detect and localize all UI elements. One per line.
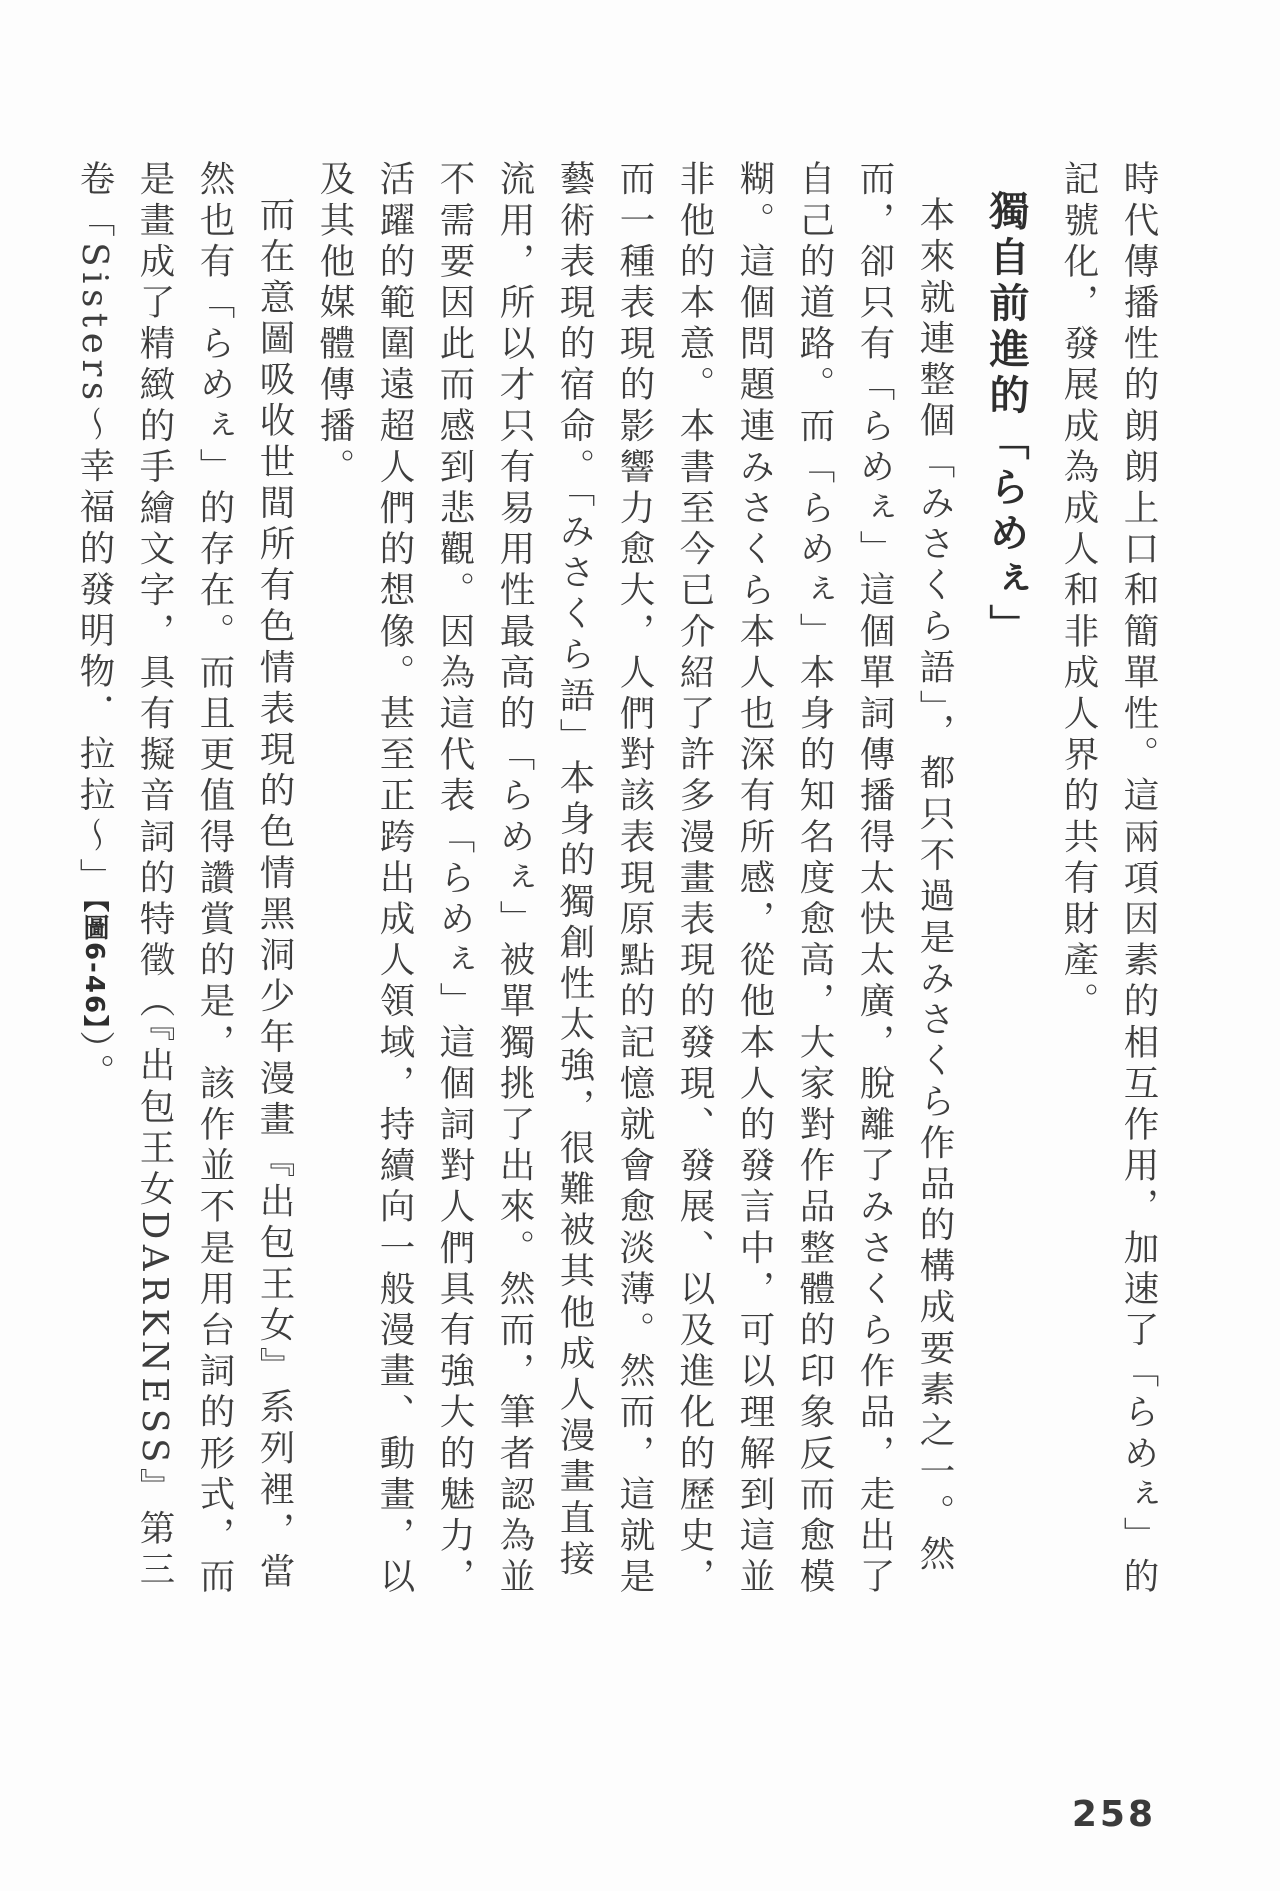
body-paragraph-1: 本來就連整個「みさくら語」，都只不過是みさくら作品的構成要素之一。然而，卻只有「らめぇ」這個單詞傳播得太快太廣，脫離了みさくら作品，走出了自己的道路。而「らめぇ」本身的知名度愈高，大家對作品整體的印象反而愈模糊。這個問題連みさくら本人也深有所感，從他本人的發言中，可以理解到這並非他的本意。本書至今已介紹了許多漫畫表現的發現、發展、以及進化的歷史，而一種表現的影響力愈大，人們對該表現原點的記憶就會愈淡薄。然而，這就是藝術表現的宿命。「みさくら語」本身的獨創性太強，很難被其他成人漫畫直接流用，所以才只有易用性最高的「らめぇ」被單獨挑了出來。然而，筆者認為並不需要因此而感到悲觀。因為這代表「らめぇ」這個詞對人們具有強大的魅力，活躍的範圍遠超人們的想像。甚至正跨出成人領域，持續向一般漫畫、動畫，以及其他媒體傳播。 — [314, 160, 955, 1599]
page-number: 258 — [1071, 1794, 1156, 1835]
vertical-text-body — [64, 160, 1168, 1620]
figure-reference: 【圖6-46】 — [79, 898, 109, 1031]
section-heading: 獨自前進的「らめぇ」 — [983, 190, 1029, 650]
continuation-paragraph: 時代傳播性的朗朗上口和簡單性。這兩項因素的相互作用，加速了「らめぇ」的記號化，發展成為成人和非成人界的共有財產。 — [1058, 160, 1159, 1599]
body-paragraph-2-text: 而在意圖吸收世間所有色情表現的色情黑洞少年漫畫『出包王女』系列裡，當然也有「らめぇ」的存在。而且更值得讚賞的是，該作並不是用台詞的形式，而是畫成了精緻的手繪文字，具有擬音詞的特徵（『出包王女DARKNESS』第三卷「Sisters～幸福的發明物．拉拉～」 — [74, 160, 295, 1599]
paragraph-closing: ）。 — [74, 1030, 115, 1095]
body-paragraph-2 — [64, 160, 304, 1620]
